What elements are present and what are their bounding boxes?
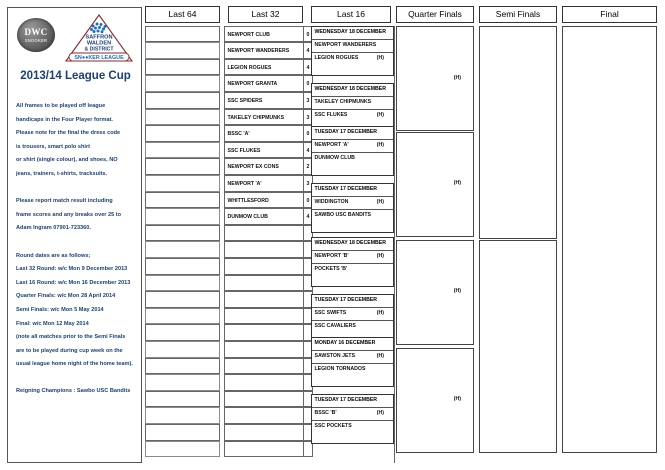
last-32-team-cell[interactable] (224, 241, 304, 258)
fixture-away-team: SSC FLUKES (314, 112, 348, 118)
svg-text:WALDEN: WALDEN (86, 40, 112, 47)
last-64-slot[interactable] (145, 358, 220, 375)
last-32-team-cell[interactable]: SSC SPIDERS (224, 92, 304, 109)
last-64-slot[interactable] (145, 158, 220, 175)
fixture-home-team: BSSC 'B' (314, 410, 337, 416)
last-64-slot[interactable] (145, 291, 220, 308)
info-line: Last 32 Round: w/c Mon 9 December 2013 (16, 266, 128, 273)
last-16-fixture[interactable] (311, 183, 394, 233)
fixture-away-team: POCKETS 'B' (314, 265, 348, 272)
last-32-team-cell[interactable] (224, 374, 304, 391)
info-text-block (16, 100, 140, 399)
last-64-slot[interactable] (145, 109, 220, 126)
home-advantage-marker: (H) (376, 252, 384, 259)
fixture-divider (312, 39, 393, 40)
fixture-date: MONDAY 16 DECEMBER (314, 339, 376, 346)
last-32-score-cell[interactable]: 3 (303, 92, 313, 109)
last-16-fixture[interactable] (311, 26, 394, 76)
fixture-divider (312, 209, 393, 210)
info-spacer (16, 372, 140, 386)
home-advantage-marker: (H) (453, 74, 461, 81)
fixture-home-team: SSC SWIFTS (314, 310, 347, 316)
last-64-slot[interactable] (145, 391, 220, 408)
last-32-team-cell[interactable]: NEWPORT GRANTA (224, 75, 304, 92)
fixture-divider (312, 250, 393, 251)
last-32-team-cell[interactable] (224, 308, 304, 325)
info-line: Last 16 Round: w/c Mon 16 December 2013 (16, 279, 131, 286)
home-advantage-marker: (H) (376, 310, 384, 316)
last-32-score-cell[interactable]: 4 (303, 142, 313, 159)
svg-text:SAFFRON: SAFFRON (85, 34, 113, 41)
quarter-final-slot[interactable] (396, 240, 474, 346)
home-advantage-marker: (H) (453, 396, 461, 403)
last-64-slot[interactable] (145, 125, 220, 142)
last-32-team-cell[interactable] (224, 441, 304, 458)
last-32-team-cell[interactable] (224, 424, 304, 441)
info-line: Semi Finals: w/c Mon 5 May 2014 (16, 306, 104, 313)
page-title: 2013/14 League Cup (20, 70, 131, 82)
home-advantage-marker: (H) (376, 141, 384, 148)
last-16-fixture[interactable] (311, 394, 394, 444)
last-32-team-cell[interactable] (224, 341, 304, 358)
last-32-score-cell[interactable]: 4 (303, 208, 313, 225)
saffron-walden-league-logo-icon (63, 12, 135, 64)
last-64-slot[interactable] (145, 175, 220, 192)
fixture-home-team: NEWPORT WANDERERS (314, 41, 377, 48)
last-64-slot[interactable] (145, 308, 220, 325)
fixture-divider (312, 196, 393, 197)
last-32-team-cell[interactable] (224, 275, 304, 292)
svg-text:SN●●KER LEAGUE: SN●●KER LEAGUE (74, 55, 124, 61)
last-64-slot[interactable] (145, 92, 220, 109)
last-32-team-cell[interactable]: BSSC 'A' (224, 125, 304, 142)
last-32-score-cell[interactable]: 3 (303, 175, 313, 192)
last-32-score-cell[interactable]: 0 (303, 125, 313, 142)
info-line-reigning-champions: Reigning Champions : Sawbo USC Bandits (16, 388, 131, 395)
fixture-divider (312, 152, 393, 153)
last-32-team-cell[interactable]: NEWPORT WANDERERS (224, 42, 304, 59)
column-header-final: Final (562, 6, 657, 23)
info-line: (note all matches prior to the Semi Finals (16, 334, 126, 341)
last-32-team-cell[interactable] (224, 225, 304, 242)
last-32-team-cell[interactable]: NEWPORT EX CONS (224, 158, 304, 175)
dwc-badge-icon (17, 18, 55, 52)
column-header-last-32: Last 32 (228, 6, 303, 23)
last-64-slot[interactable] (145, 258, 220, 275)
quarter-final-slot[interactable] (396, 132, 474, 238)
fixture-divider (312, 420, 393, 421)
fixture-home-team: WIDDINGTON (314, 199, 349, 205)
logo-row (8, 10, 142, 66)
last-32-team-cell[interactable]: TAKELEY CHIPMUNKS (224, 109, 304, 126)
home-advantage-marker: (H) (453, 288, 461, 295)
fixture-divider (312, 307, 393, 308)
last-64-slot[interactable] (145, 241, 220, 258)
fixture-divider (312, 139, 393, 140)
last-32-score-cell[interactable]: 2 (303, 158, 313, 175)
fixture-divider (312, 407, 393, 408)
info-line: is trousers, smart polo shirt (16, 143, 90, 150)
column-header-semi-finals: Semi Finals (479, 6, 557, 23)
semi-final-slot[interactable] (479, 240, 557, 454)
last-32-score-cell[interactable]: 4 (303, 42, 313, 59)
last-32-team-cell[interactable] (224, 358, 304, 375)
info-line: Adam Ingram 07901-723360. (16, 225, 91, 232)
home-advantage-marker: (H) (376, 54, 384, 61)
home-advantage-marker: (H) (453, 180, 461, 187)
last-16-fixture[interactable] (311, 126, 394, 176)
fixture-date: WEDNESDAY 18 DECEMBER (314, 28, 386, 35)
dwc-badge-subtext: SNOOKER (24, 38, 48, 43)
quarter-final-slot[interactable] (396, 348, 474, 454)
fixture-away-team: SAWBO USC BANDITS (314, 212, 371, 218)
last-32-score-cell[interactable]: 0 (303, 192, 313, 209)
fixture-date: TUESDAY 17 DECEMBER (314, 297, 378, 303)
quarter-final-slot[interactable] (396, 26, 474, 132)
fixture-home-team: NEWPORT 'A' (314, 141, 349, 148)
fixture-divider (312, 263, 393, 264)
last-32-score-cell[interactable]: 0 (303, 75, 313, 92)
last-64-slot[interactable] (145, 324, 220, 341)
last-64-slot[interactable] (145, 75, 220, 92)
fixture-date: WEDNESDAY 18 DECEMBER (314, 239, 386, 246)
info-line: Please report match result including (16, 198, 113, 205)
last-64-slot[interactable] (145, 441, 220, 458)
last-64-slot[interactable] (145, 59, 220, 76)
column-header-quarter-finals: Quarter Finals (396, 6, 474, 23)
last-64-slot[interactable] (145, 225, 220, 242)
fixture-divider (312, 350, 393, 351)
info-spacer (16, 236, 140, 250)
home-advantage-marker: (H) (376, 410, 384, 416)
fixture-home-team: SAWSTON JETS (314, 352, 356, 359)
column-divider (394, 26, 395, 463)
fixture-away-team: DUNMOW CLUB (314, 154, 355, 161)
last-64-slot[interactable] (145, 341, 220, 358)
fixture-away-team: LEGION ROGUES (314, 54, 359, 61)
info-line: All frames to be played off league (16, 103, 106, 109)
last-32-score-cell[interactable]: 4 (303, 59, 313, 76)
last-32-team-cell[interactable] (224, 258, 304, 275)
last-32-team-cell[interactable]: NEWPORT 'A' (224, 175, 304, 192)
fixture-date: TUESDAY 17 DECEMBER (314, 186, 378, 192)
last-32-team-cell[interactable] (224, 407, 304, 424)
last-64-slot[interactable] (145, 142, 220, 159)
last-32-team-cell[interactable]: NEWPORT CLUB (224, 26, 304, 43)
fixture-away-team: SSC POCKETS (314, 423, 352, 429)
last-32-team-cell[interactable]: DUNMOW CLUB (224, 208, 304, 225)
home-advantage-marker: (H) (376, 112, 384, 118)
info-line: jeans, trainers, t-shirts, tracksuits. (16, 170, 108, 177)
home-advantage-marker: (H) (376, 199, 384, 205)
info-line: Round dates are as follows; (16, 252, 91, 259)
last-16-fixture[interactable] (311, 337, 394, 387)
svg-text:& DISTRICT: & DISTRICT (84, 46, 114, 53)
last-64-slot[interactable] (145, 424, 220, 441)
last-64-slot[interactable] (145, 208, 220, 225)
column-header-last-64: Last 64 (145, 6, 220, 23)
last-64-slot[interactable] (145, 407, 220, 424)
last-32-score-cell[interactable]: 3 (303, 109, 313, 126)
info-line: frame scores and any breaks over 25 to (16, 211, 122, 218)
fixture-divider (312, 96, 393, 97)
final-slot[interactable] (562, 26, 657, 453)
info-panel (7, 7, 142, 463)
last-64-slot[interactable] (145, 192, 220, 209)
info-line: Quarter Finals: w/c Mon 28 April 2014 (16, 293, 116, 300)
fixture-divider (312, 109, 393, 110)
last-64-slot[interactable] (145, 275, 220, 292)
fixture-home-team: NEWPORT 'B' (314, 252, 349, 259)
last-32-score-cell[interactable]: 0 (303, 26, 313, 43)
last-16-fixture[interactable] (311, 237, 394, 287)
fixture-date: TUESDAY 17 DECEMBER (314, 128, 378, 135)
column-header-last-16: Last 16 (311, 6, 391, 23)
info-line: Please note for the final the dress code (16, 130, 121, 137)
semi-final-slot[interactable] (479, 26, 557, 240)
last-64-slot[interactable] (145, 26, 220, 43)
fixture-divider (312, 52, 393, 53)
info-spacer (16, 182, 140, 196)
last-32-team-cell[interactable] (224, 291, 304, 308)
last-64-slot[interactable] (145, 374, 220, 391)
fixture-date: TUESDAY 17 DECEMBER (314, 397, 378, 403)
last-32-team-cell[interactable]: WHITTLESFORD (224, 192, 304, 209)
info-line: usual league home night of the home team). (16, 361, 133, 368)
fixture-home-team: TAKELEY CHIPMUNKS (314, 99, 372, 105)
home-advantage-marker: (H) (376, 352, 384, 359)
fixture-divider (312, 320, 393, 321)
info-line: Final: w/c Mon 12 May 2014 (16, 320, 89, 327)
last-32-team-cell[interactable]: LEGION ROGUES (224, 59, 304, 76)
last-32-team-cell[interactable] (224, 324, 304, 341)
fixture-date: WEDNESDAY 18 DECEMBER (314, 86, 386, 92)
info-line: are to be played during cup week on the (16, 347, 123, 354)
last-32-team-cell[interactable] (224, 391, 304, 408)
fixture-away-team: SSC CAVALIERS (314, 323, 356, 329)
last-64-slot[interactable] (145, 42, 220, 59)
dwc-badge-text: DWC (24, 27, 48, 37)
fixture-divider (312, 363, 393, 364)
last-32-team-cell[interactable]: SSC FLUKES (224, 142, 304, 159)
info-line: handicaps in the Four Player format. (16, 116, 113, 123)
info-line: or shirt (single colour), and shoes, NO (16, 157, 118, 164)
fixture-away-team: LEGION TORNADOS (314, 365, 366, 372)
